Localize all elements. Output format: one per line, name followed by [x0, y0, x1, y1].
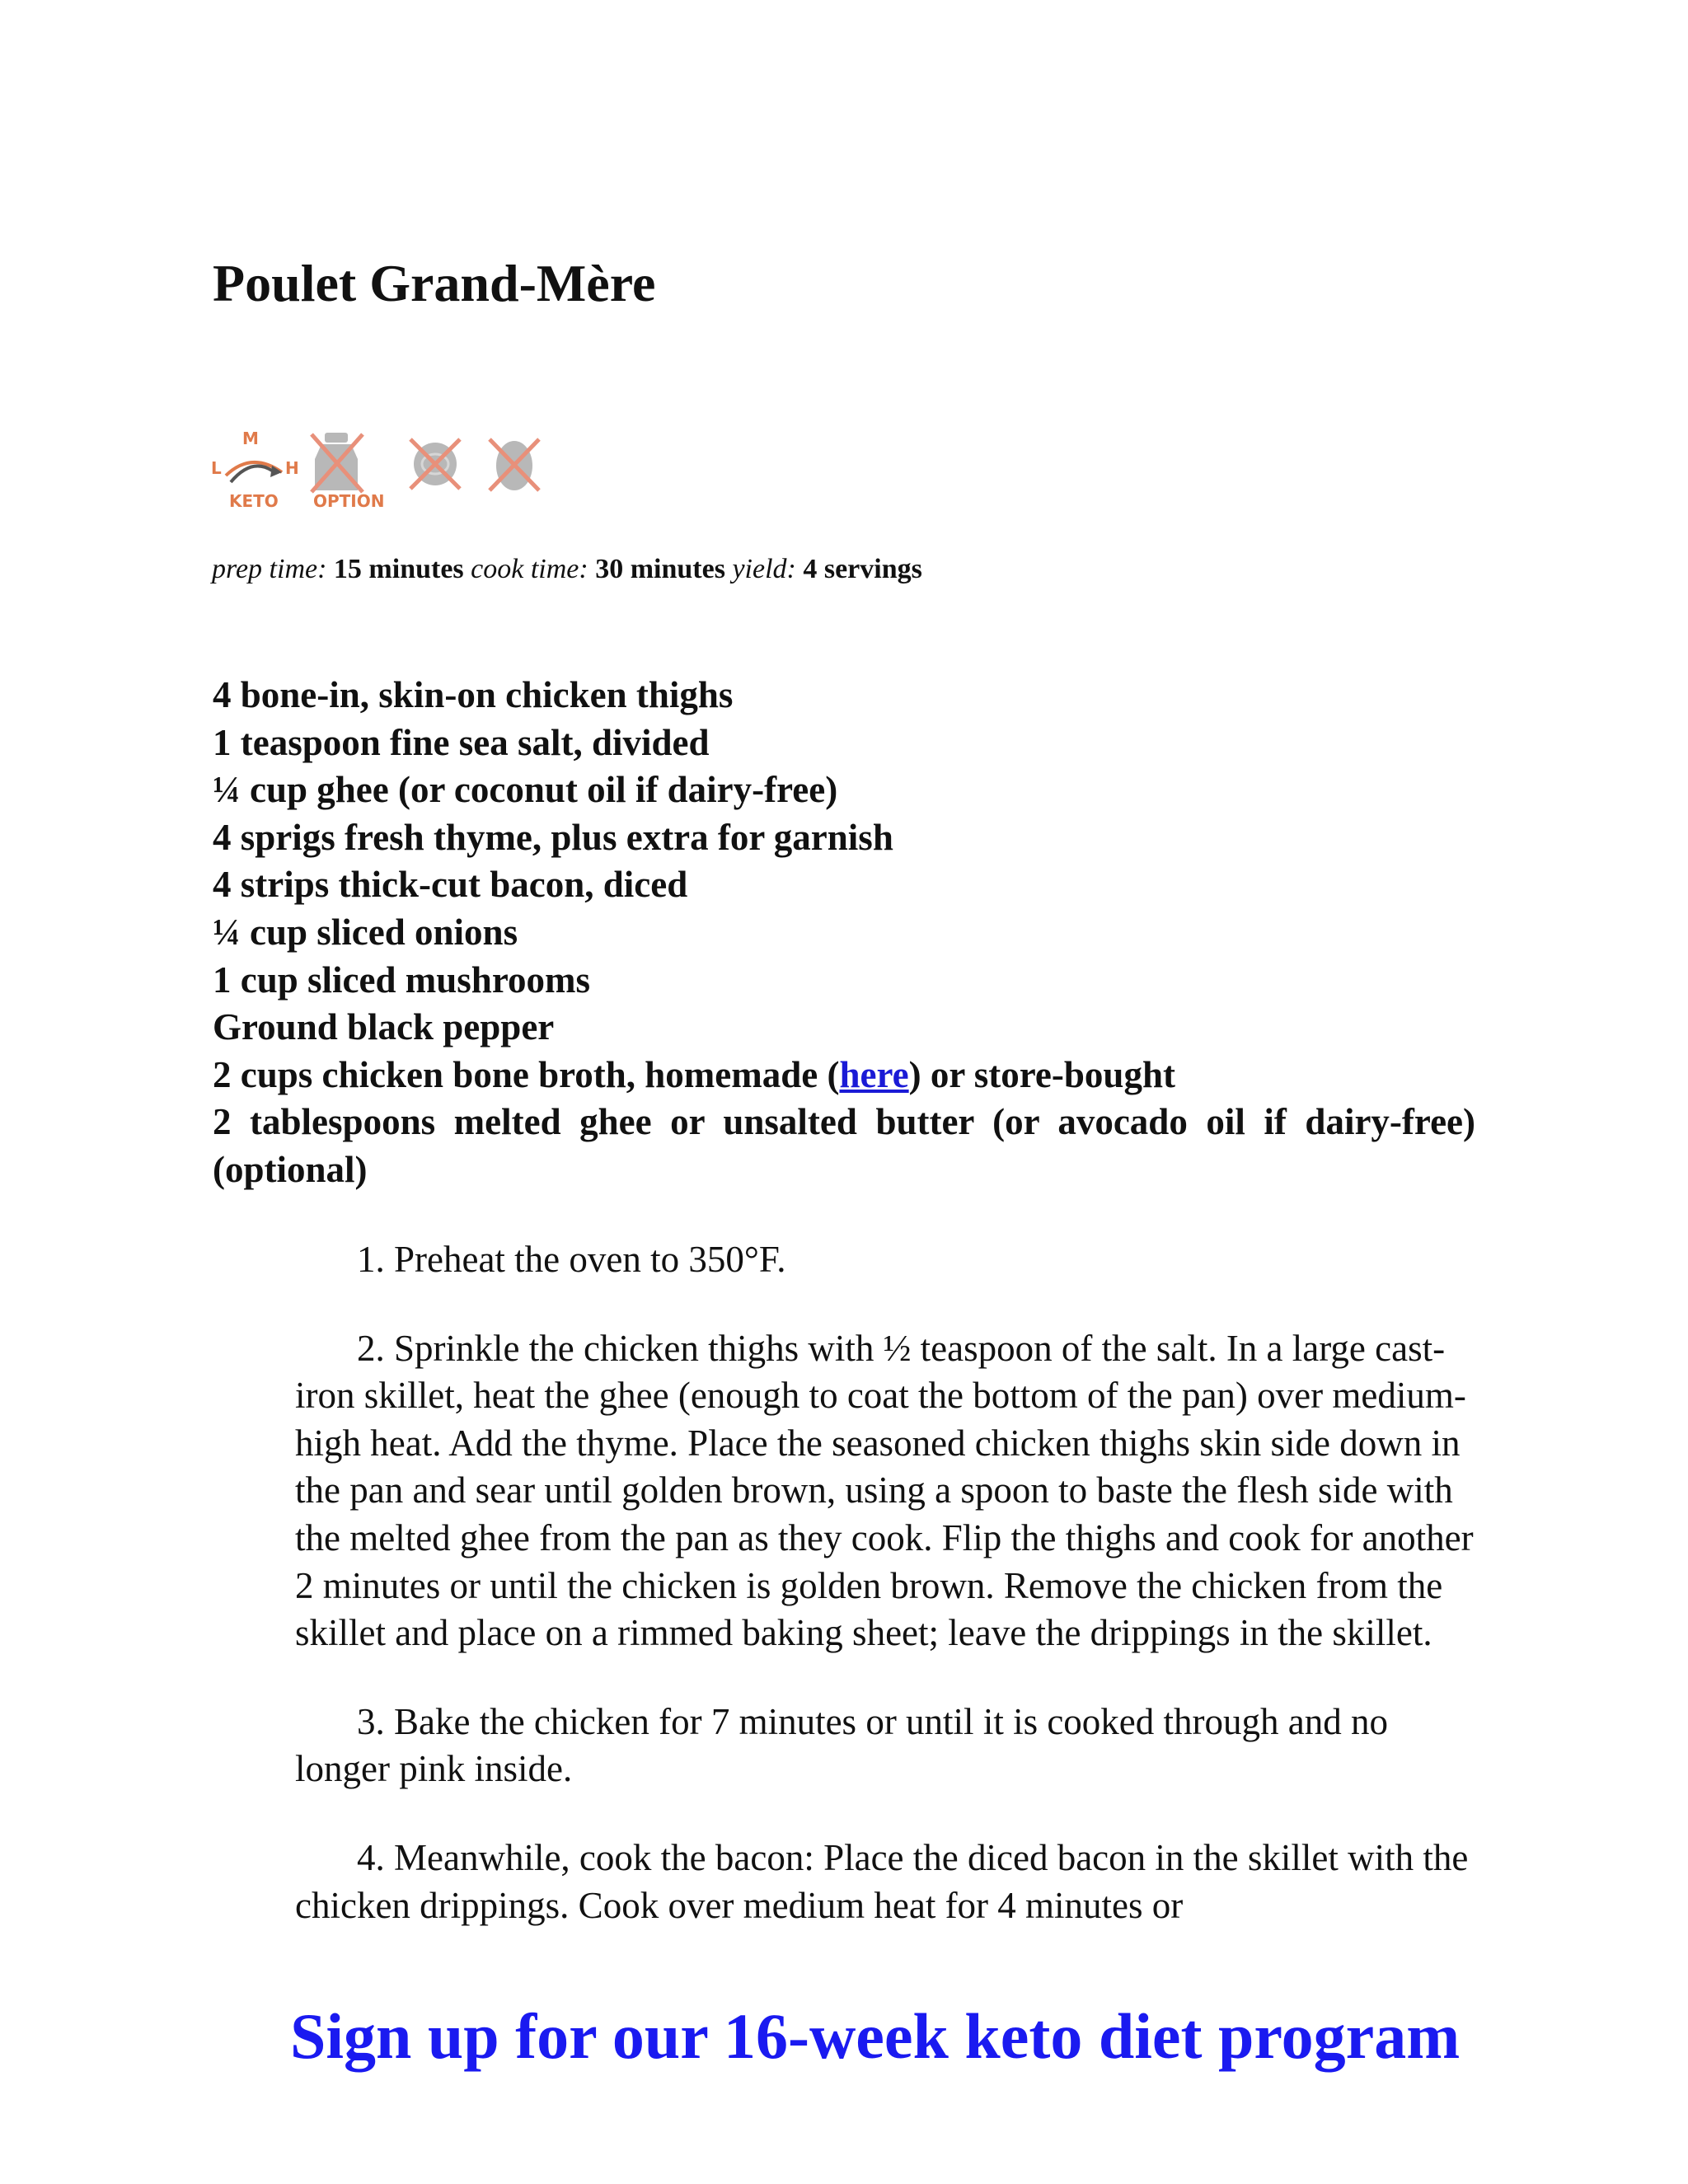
no-nuts-icon	[410, 439, 460, 489]
recipe-title: Poulet Grand-Mère	[213, 254, 656, 312]
bone-broth-recipe-link[interactable]: here	[839, 1053, 909, 1095]
instruction-step: 4. Meanwhile, cook the bacon: Place the diced bacon in the skillet with the chicken drippings. Cook over medium heat for 4 minutes or	[295, 1836, 1469, 1926]
option-label: OPTION	[313, 491, 385, 511]
ingredient-item: ¼ cup sliced onions	[213, 911, 518, 953]
broth-text-before: 2 cups chicken bone broth, homemade (	[213, 1053, 840, 1095]
ingredient-item: 1 cup sliced mushrooms	[213, 958, 590, 1001]
ingredient-item: Ground black pepper	[213, 1006, 555, 1048]
broth-text-after: ) or store-bought	[908, 1053, 1175, 1095]
no-eggs-icon	[490, 439, 539, 490]
cook-time-label: cook time:	[471, 554, 588, 584]
ingredient-item: 4 bone-in, skin-on chicken thighs	[213, 674, 734, 715]
prep-time-label: prep time:	[212, 554, 327, 584]
ingredient-item: ¼ cup ghee (or coconut oil if dairy-free)	[213, 769, 838, 811]
recipe-meta	[212, 554, 922, 585]
keto-label: KETO	[229, 491, 279, 511]
yield-value: 4 servings	[803, 554, 922, 584]
keto-program-signup-link[interactable]: Sign up for our 16-week keto diet program	[290, 2000, 1461, 2072]
ingredient-item-broth	[213, 1052, 1475, 1099]
ingredient-item: 1 teaspoon fine sea salt, divided	[213, 721, 710, 763]
cook-time-value: 30 minutes	[595, 554, 725, 584]
ingredient-item: 4 sprigs fresh thyme, plus extra for garnish	[213, 816, 893, 858]
ingredient-item: 2 tablespoons melted ghee or unsalted butter (or avocado oil if dairy-free) (optional)	[213, 1101, 1475, 1190]
instruction-step: 2. Sprinkle the chicken thighs with ½ teaspoon of the salt. In a large cast-iron skillet, heat the ghee (enough to coat the bottom of the pan) over medium-high heat. Add the thyme. Place the seasoned chicken thighs skin side down in the pan and sear until golden brown, using a spoon to baste the flesh side with the melted ghee from the pan as they cook. Flip the thighs and cook for another 2 minutes or until the chicken is golden brown. Remove the chicken from the skillet and place on a rimmed baking sheet; leave the drippings in the skillet.	[295, 1327, 1474, 1654]
prep-time-value: 15 minutes	[333, 554, 464, 584]
instruction-steps	[295, 1236, 1475, 1971]
no-dairy-icon	[312, 433, 384, 511]
keto-l-letter: L	[211, 458, 222, 478]
keto-h-letter: H	[285, 458, 299, 478]
keto-level-dial-icon	[211, 429, 299, 511]
diet-badges	[206, 424, 552, 519]
ingredient-item: 4 strips thick-cut bacon, diced	[213, 864, 688, 906]
ingredient-list	[213, 672, 1475, 1194]
keto-m-letter: M	[242, 429, 259, 448]
yield-label: yield:	[732, 554, 796, 584]
instruction-step: 1. Preheat the oven to 350°F.	[357, 1239, 786, 1280]
instruction-step: 3. Bake the chicken for 7 minutes or until it is cooked through and no longer pink inside.	[295, 1700, 1388, 1790]
